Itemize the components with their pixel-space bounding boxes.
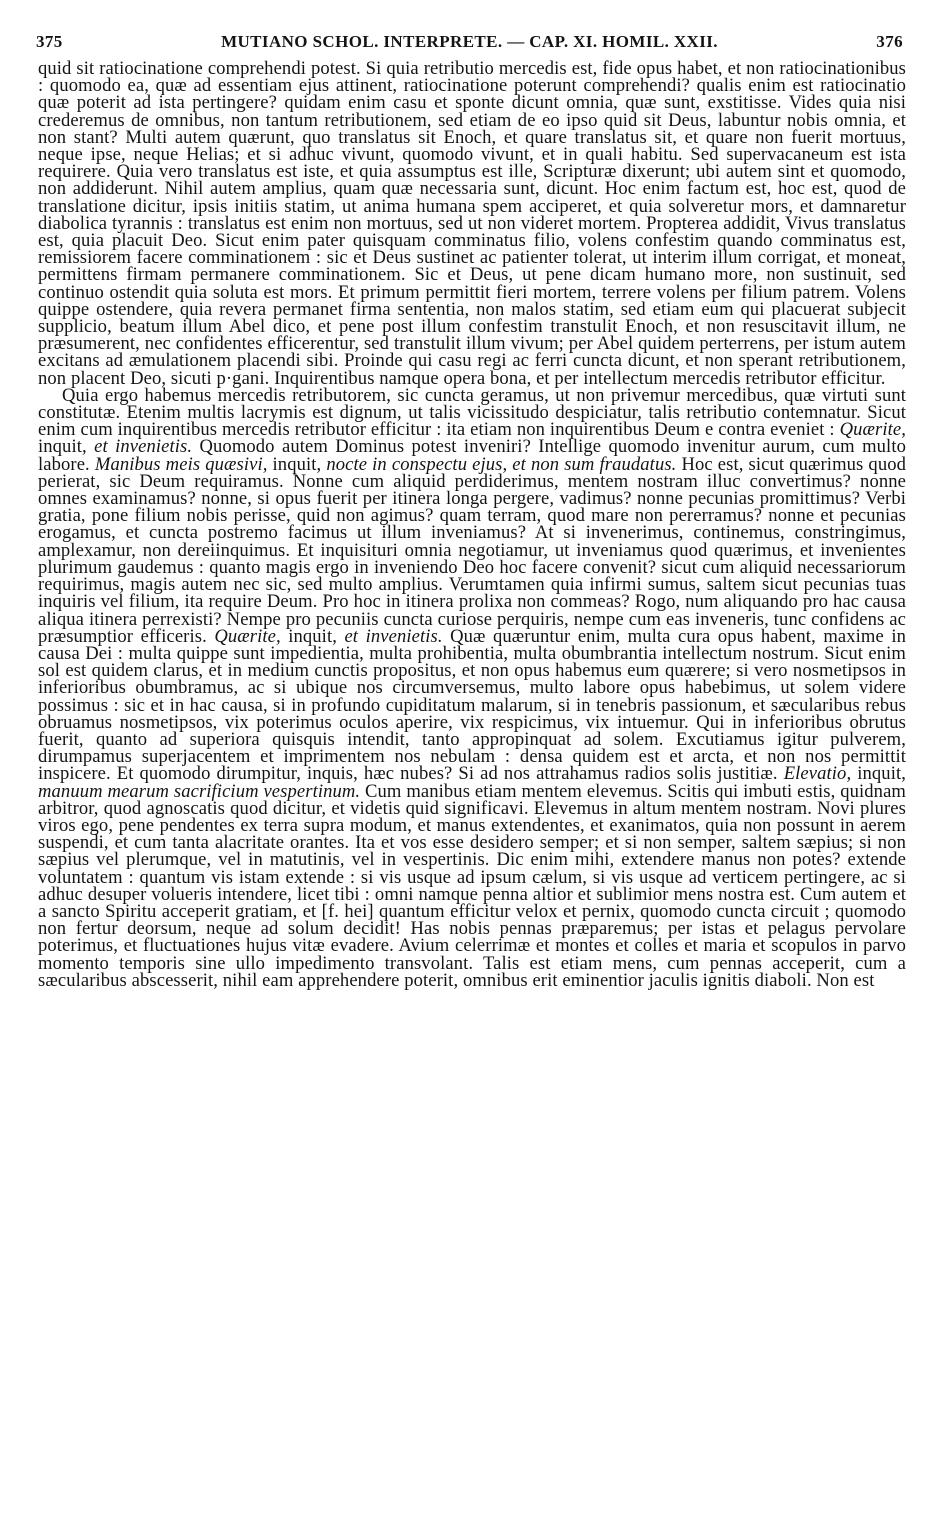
italic-quote: Quærite,: [214, 625, 281, 647]
italic-quote: Elevatio,: [783, 763, 852, 785]
text-run: Quæ quæruntur enim, multa cura opus habent, maxime in causa Dei : multa quippe sunt impedientia, multa prohibentia, multa obumbrantia intellectum nostrum. Sicut enim sol est quidem clarus, et in medium cunctis propositus, et non opus habemus eum quærere; si vero nosmetipsos in inferioribus obumbramus, ac si ubique nos circumversemus, multo labore opus habebimus, ut solem videre possimus : sic et in hac causa, si in profundo cupiditatum malarum, si in tenebris passionum, et sæcularibus rebus obruamus nosmetipsos, vix poterimus oculos aperire, vix respicimus, vix intuemur. Qui in inferioribus obrutus fuerit, quanto ad superiora quisquis intendit, tanto appropinquat ad solem. Excutiamus igitur pulverem, dirumpamus superjacentem et imprimentem nos nebulam : densa quidem est et arcta, et non nos permittit inspicere. Et quomodo dirumpitur, inquis, hæc nubes? Si ad nos attrahamus radios solis justitiæ.: [38, 625, 906, 785]
italic-quote: manuum mearum sacrificium vespertinum.: [38, 780, 361, 802]
page-number-left: 375: [36, 32, 63, 51]
text-run: Cum manibus etiam mentem elevemus. Scitis qui imbuti estis, quidnam arbitror, quod agnoscatis quod dicitur, et videtis quid significavi. Elevemus in altum mentem nostram. Novi plures viros ego, pene pendentes ex terra supra modum, et manus extendentes, et exanimatos, quia non possunt in aerem suspendi, et cum tanta alacritate orantes. Ita et vos esse desidero semper; et si non semper, saltem sæpius; si non sæpius vel plerumque, vel in matutinis, vel in vespertinis. Dic enim mihi, extendere manus non potes? extende voluntatem : quantum vis istam extende : si vis usque ad ipsum cælum, si vis usque ad verticem pertingere, ac si adhuc desuper volueris intendere, licet tibi : omni namque penna altior et sublimior mens nostra est. Cum autem et a sancto Spiritu acceperit gratiam, et [f. hei] quantum efficitur velox et pernix, quomodo cuncta circuit ; quomodo non fertur deorsum, neque ad solum decidit! Has nobis pennas præparemus; per istas et pelagus pervolare poterimus, et fluctuationes hujus vitæ evadere. Avium celerrimæ et montes et colles et maria et scopulos in parvo momento temporis sine ullo impedimento transvolant. Talis est etiam mens, cum pennas acceperit, cum a sæcularibus abscesserit, nihil eam apprehendere poterit, omnibus erit eminentior jaculis ignitis diaboli. Non est: [38, 780, 906, 991]
text-run: Quia ergo habemus mercedis retributorem, sic cuncta geramus, ut non privemur mercedibus, quæ virtuti sunt constitutæ. Etenim multis lacrymis est dignum, ut talis vicissitudo despiciatur, talis retributio contemnatur. Sicut enim cum inquirentibus mercedis retributor efficitur : ita etiam non inquirentibus Deum e contra eveniet :: [38, 384, 906, 441]
text-run: inquit,: [267, 453, 327, 475]
body-text: [38, 60, 906, 989]
text-run: inquit,: [38, 436, 95, 458]
italic-quote: et invenietis.: [94, 436, 193, 458]
text-run: inquit,: [280, 625, 345, 647]
paragraph: [38, 384, 907, 991]
text-run: quid sit ratiocinatione comprehendi potest. Si quia retributio mercedis est, fide opus habet, et non ratiocinationibus : quomodo ea, quæ ad essentiam ejus attinent, ratiocinatione poterunt comprehendi? qualis enim est ratiocinatio quæ poterit ad ista pertingere? quidam enim casu et sponte dicunt omnia, quæ sunt, exstitisse. Vides quia nisi crederemus de omnibus, non tantum retributionem, sed etiam de eo ipso quid sit Deus, labuntur nobis omnia, et non stant? Multi autem quærunt, quo translatus sit Enoch, et quare translatus sit, et quare non fuerit mortuus, neque ipse, neque Helias; et si adhuc vivunt, quomodo vivunt, et in quali habitu. Sed supervacaneum est ista requirere. Quia vero translatus est iste, et quia assumptus est ille, Scripturæ dixerunt; ubi autem sint et quomodo, non addiderunt. Nihil autem amplius, quam quæ necessaria sunt, dicunt. Hoc enim factum est, hoc est, quod de translatione dicitur, ipsis initiis statim, ut anima humana spem acciperet, et quia solveretur mors, et damnaretur diabolica tyrannis : translatus est enim non mortuus, sed ut non videret mortem. Propterea addidit, Vivus translatus est, quia placuit Deo. Sicut enim pater quisquam comminatus filio, volens confestim quando comminatus est, remissiorem facere comminationem : sic et Deus sustinet ac patienter tolerat, ut interim illum corrigat, et moneat, permittens firmam permanere comminationem. Sic et Deus, ut pene dicam humano more, non sustinuit, sed continuo ostendit quia soluta est mors. Et primum permittit fieri mortem, terrere volens per filium patrem. Volens quippe ostendere, quia revera permanet firma sententia, non malos statim, sed etiam eum qui placuerat subjecit supplicio, beatum illum Abel dico, et pene post illum confestim transtulit Enoch, et non resuscitavit illum, ne præsumerent, nec confidentes efficerentur, sed transtulit illum vivum; per Abel quidem perterrens, per istum autem excitans ad æmulationem placendi sibi. Proinde qui casu regi ac ferri cuncta dicunt, et non sperant retributionem, non placent Deo, sicuti p·gani. Inquirentibus namque opera bona, et per intellectum mercedis retributor efficitur.: [38, 58, 906, 389]
italic-quote: Quærite,: [839, 419, 906, 441]
text-run: Hoc est, sicut quærimus quod perierat, sic Deum requiramus. Nonne cum aliquid perdiderimus, mentem nostram illuc convertimus? nonne omnes examinamus? nonne, si opus fuerit per itinera longa pergere, vadimus? nonne pecunias promittimus? Verbi gratia, pone filium nobis perisse, quid non agimus? quam terram, quod mare non pererramus? nonne et pecunias erogamus, et cuncta postremo facimus ut illum inveniamus? At si invenerimus, continemus, constringimus, amplexamur, non dereiinquimus. Et inquisituri omnia negotiamur, ut inveniamus quod quærimus, et invenientes plurimum gaudemus : quanto magis ergo in inveniendo Deo hoc facere convenit? sicut cum aliquid necessariorum requirimus, magis autem nec sic, sed multo amplius. Verumtamen quia infirmi sumus, saltem sicut pecunias tuas inquiris vel filium, ita require Deum. Pro hoc in itinera prolixa non commeas? Rogo, num aliquando pro hac causa aliqua itinera perrexisti? Nempe pro pecuniis cuncta curiose perquiris, nempe cum eas inveneris, tunc confidens ac præsumptior efficeris.: [38, 453, 907, 647]
italic-quote: nocte in conspectu ejus, et non sum fraudatus.: [326, 453, 677, 475]
italic-quote: et invenietis.: [344, 625, 443, 647]
page-number-right: 376: [876, 32, 903, 51]
paragraph: [38, 60, 906, 387]
text-run: inquit,: [851, 763, 906, 785]
text-run: Quomodo autem Dominus potest inveniri? Intellige quomodo invenitur aurum, cum multo labore.: [38, 436, 906, 475]
running-header: [36, 32, 903, 56]
running-title: MUTIANO SCHOL. INTERPRETE. — CAP. XI. HOMIL. XXII.: [221, 32, 718, 51]
italic-quote: Manibus meis quæsivi,: [94, 453, 268, 475]
